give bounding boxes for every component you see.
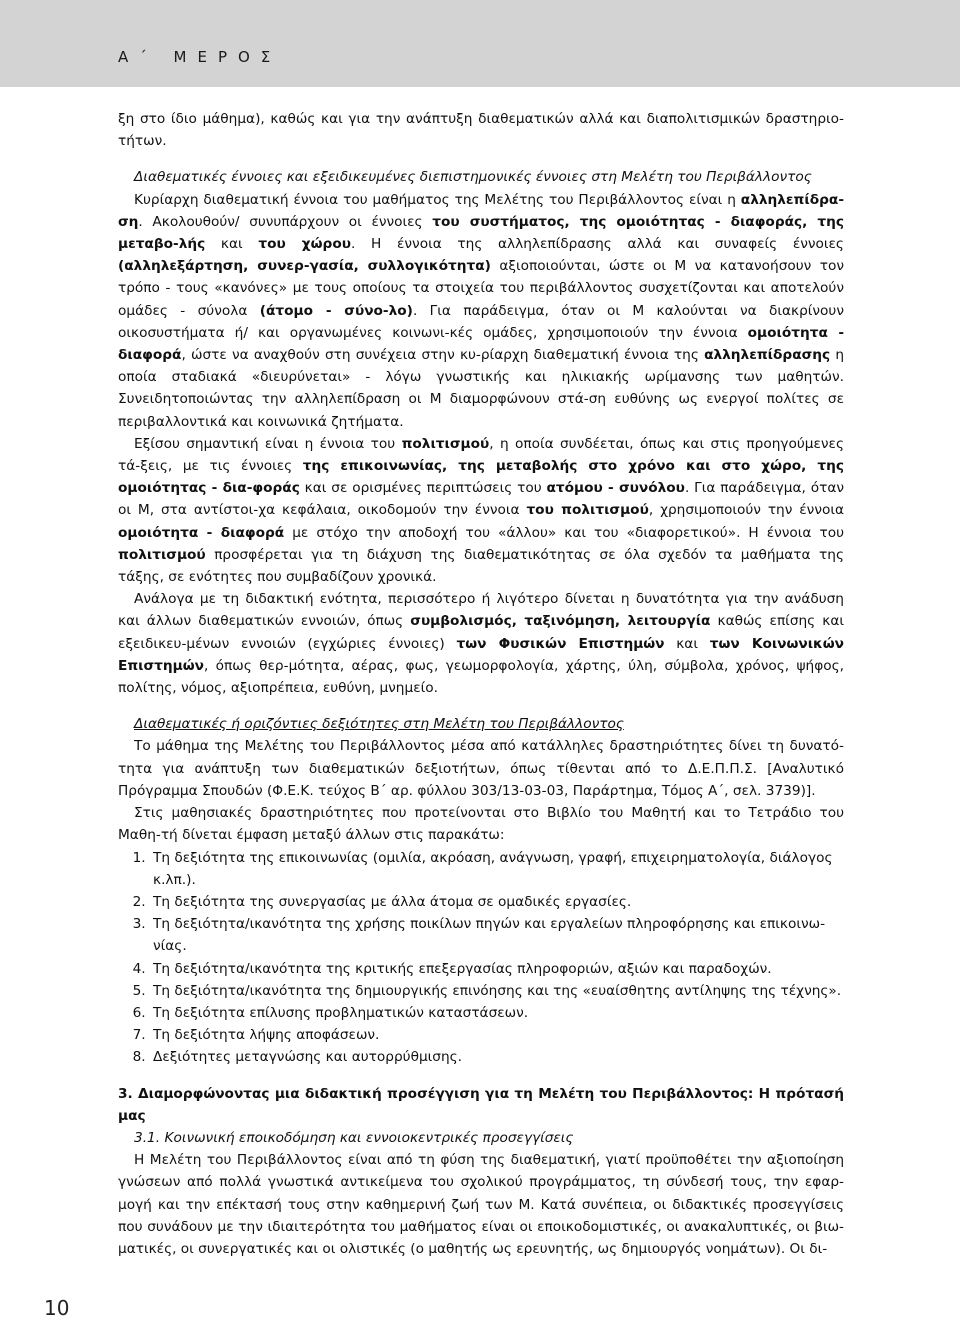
- subsection-heading: 3.1. Κοινωνική εποικοδόμηση και εννοιοκεντρικές προσεγγίσεις: [134, 1129, 574, 1146]
- list-item: 6. Τη δεξιότητα επίλυσης προβληματικών καταστάσεων.: [150, 1002, 844, 1024]
- list-item: 8. Δεξιότητες μεταγνώσης και αυτορρύθμισης.: [150, 1046, 844, 1068]
- list-item: 5. Τη δεξιότητα/ικανότητα της δημιουργικής επινόησης και της «ευαίσθητης αντίληψης της τέχνης».: [150, 980, 844, 1002]
- section-heading-interdisciplinary-concepts: Διαθεματικές έννοιες και εξειδικευμένες διεπιστημονικές έννοιες στη Μελέτη του Περιβάλλοντος: [134, 169, 812, 186]
- paragraph-skills-emphasis: Στις μαθησιακές δραστηριότητες που προτείνονται στο Βιβλίο του Μαθητή και το Τετράδιο του Μαθη-τή δίνεται έμφαση μεταξύ άλλων στις παρακάτω:: [118, 805, 844, 844]
- paragraph-continuation: ξη στο ίδιο μάθημα), καθώς και για την ανάπτυξη διαθεματικών αλλά και διαπολιτισμικών δραστηριο-τήτων.: [118, 111, 844, 150]
- header-band: [0, 0, 960, 87]
- paragraph-interaction: Κυρίαρχη διαθεματική έννοια του μαθήματος της Μελέτης του Περιβάλλοντος είναι η αλληλεπίδρα-ση. Ακολουθούν/ συνυπάρχουν οι έννοιες του συστήματος, της ομοιότητας - διαφοράς, της μεταβο-λής και του χώρου. Η έννοια της αλληλεπίδρασης αλλά και συναφείς έννοιες (αλληλεξάρτηση, συνερ-γασία, συλλογικότητα) αξιοποιούνται, ώστε οι Μ να κατανοήσουν τον τρόπο - τους «κανόνες» με τους οποίους τα στοιχεία του περιβάλλοντος συσχετίζονται και αποτελούν ομάδες - σύνολα (άτομο - σύνο-λο). Για παράδειγμα, όταν οι Μ καλούνται να διακρίνουν οικοσυστήματα ή/ και οργανωμένες κοινωνι-κές ομάδες, χρησιμοποιούν την έννοια ομοιότητα - διαφορά, ώστε να αναχθούν στη συνέχεια στην κυ-ρίαρχη διαθεματική έννοια της αλληλεπίδρασης η οποία σταδιακά «διευρύνεται» - λόγω γνωστικής και ηλικιακής ωρίμανσης των μαθητών. Συνειδητοποιώντας την αλληλεπίδραση οι Μ διαμορφώνουν στά-ση ευθύνης ως ενεργοί πολίτες σε περιβαλλοντικά και κοινωνικά ζητήματα.: [118, 191, 844, 430]
- list-item: 3. Τη δεξιότητα/ικανότητα της χρήσης ποικίλων πηγών και εργαλείων πληροφόρησης και επικοινω-νίας.: [150, 913, 844, 957]
- list-item: 2. Τη δεξιότητα της συνεργασίας με άλλα άτομα σε ομαδικές εργασίες.: [150, 891, 844, 913]
- list-item: 1. Τη δεξιότητα της επικοινωνίας (ομιλία, ακρόαση, ανάγνωση, γραφή, επιχειρηματολογία, διάλογος κ.λπ.).: [150, 847, 844, 891]
- list-item: 4. Τη δεξιότητα/ικανότητα της κριτικής επεξεργασίας πληροφοριών, αξιών και παραδοχών.: [150, 958, 844, 980]
- paragraph-culture: Εξίσου σημαντική είναι η έννοια του πολιτισμού, η οποία συνδέεται, όπως και στις προηγούμενες τά-ξεις, με τις έννοιες της επικοινωνίας, της μεταβολής στο χρόνο και στο χώρο, της ομοιότητας - δια-φοράς και σε ορισμένες περιπτώσεις του ατόμου - συνόλου. Για παράδειγμα, όταν οι Μ, στα αντίστοι-χα κεφάλαια, οικοδομούν την έννοια του πολιτισμού, χρησιμοποιούν την έννοια ομοιότητα - διαφορά με στόχο την αποδοχή του «άλλου» και του «διαφορετικού». Η έννοια του πολιτισμού προσφέρεται για τη διάχυση της διαθεματικότητας σε όλα σχεδόν τα μαθήματα της τάξης, σε ενότητες που συμβαδίζουν χρονικά.: [118, 435, 844, 586]
- section-heading-skills: Διαθεματικές ή οριζόντιες δεξιότητες στη Μελέτη του Περιβάλλοντος: [134, 716, 624, 733]
- page-body: [118, 108, 844, 1260]
- paragraph-other-concepts: Ανάλογα με τη διδακτική ενότητα, περισσότερο ή λιγότερο δίνεται η δυνατότητα για την ανάδυση και άλλων διαθεματικών εννοιών, όπως συμβολισμός, ταξινόμηση, λειτουργία καθώς επίσης και εξειδικευ-μένων εννοιών (εγχώριες έννοιες) των Φυσικών Επιστημών και των Κοινωνικών Επιστημών, όπως θερ-μότητα, αέρας, φως, γεωμορφολογία, χάρτης, ύλη, σύμβολα, χρόνος, ψήφος, πολίτης, νόμος, αξιοπρέπεια, ευθύνη, μνημείο.: [118, 591, 844, 697]
- skills-list: [118, 847, 844, 1069]
- list-item: 7. Τη δεξιότητα λήψης αποφάσεων.: [150, 1024, 844, 1046]
- paragraph-approach: Η Μελέτη του Περιβάλλοντος είναι από τη φύση της διαθεματική, γιατί προϋποθέτει την αξιοποίηση γνώσεων από πολλά γνωστικά αντικείμενα του σχολικού προγράμματος, τη σύνδεσή τους, την εφαρ-μογή και την επέκτασή τους στην καθημερινή ζωή των Μ. Κατά συνέπεια, οι διδακτικές προσεγγίσεις που συνάδουν με την ιδιαιτερότητα του μαθήματος είναι οι εποικοδομιστικές, οι ανακαλυπτικές, οι βιω-ματικές, οι συνεργατικές και οι ολιστικές (ο μαθητής ως ερευνητής, ως δημιουργός νοημάτων). Οι δι-: [118, 1152, 844, 1257]
- part-title: Α΄ ΜΕΡΟΣ: [118, 48, 282, 66]
- section-heading-teaching-approach: 3. Διαμορφώνοντας μια διδακτική προσέγγιση για τη Μελέτη του Περιβάλλοντος: Η πρότασή μας: [118, 1085, 844, 1124]
- paragraph-skills-intro: Το μάθημα της Μελέτης του Περιβάλλοντος μέσα από κατάλληλες δραστηριότητες δίνει τη δυνατό-τητα για ανάπτυξη των διαθεματικών δεξιοτήτων, όπως τίθενται από το Δ.Ε.Π.Π.Σ. [Αναλυτικό Πρόγραμμα Σπουδών (Φ.Ε.Κ. τεύχος Β΄ αρ. φύλλου 303/13-03-03, Παράρτημα, Τόμος Α΄, σελ. 3739)].: [118, 738, 844, 799]
- page-number: 10: [44, 1296, 70, 1320]
